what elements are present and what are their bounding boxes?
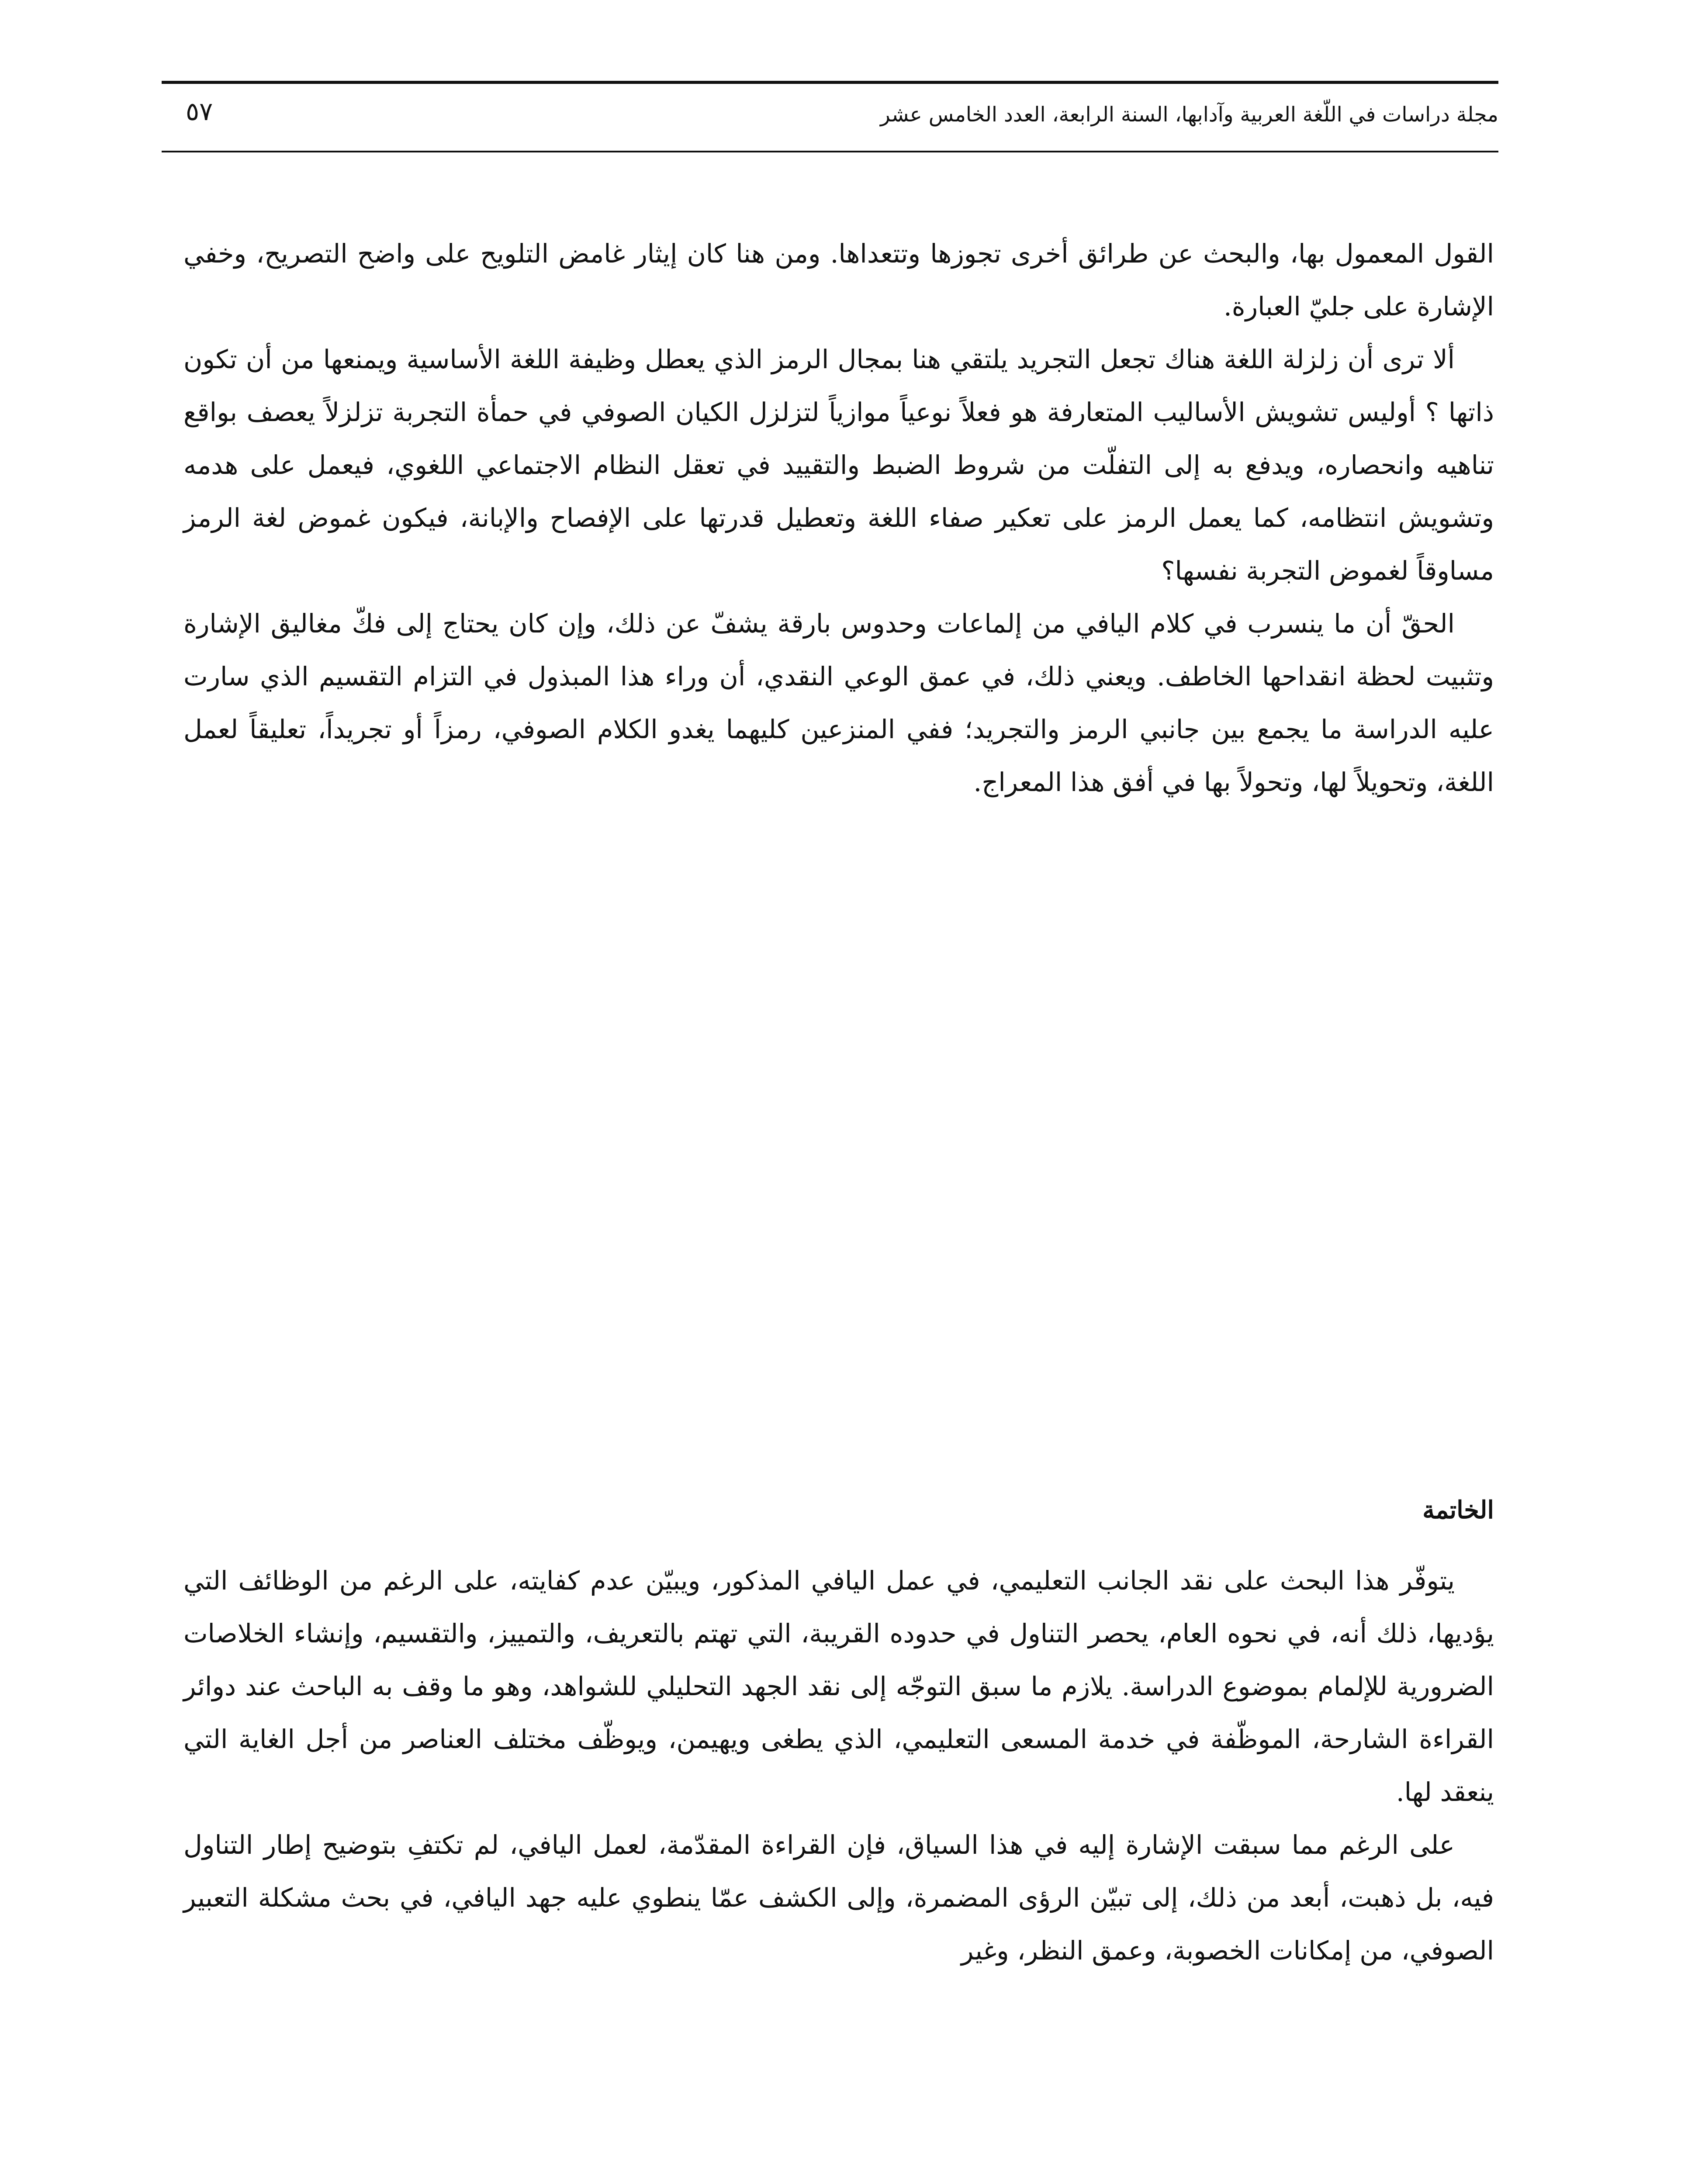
page-number: ٥٧ [186, 97, 213, 126]
conclusion-paragraph-2: على الرغم مما سبقت الإشارة إليه في هذا السياق، فإن القراءة المقدّمة، لعمل اليافي، لم تكتفِ بتوضيح إطار التناول فيه، بل ذهبت، أبعد من ذلك، إلى تبيّن الرؤى المضمرة، وإلى الكشف عمّا ينطوي عليه جهد اليافي، في بحث مشكلة التعبير الصوفي، من إمكانات الخصوبة، وعمق النظر، وغير [183, 1830, 1494, 1966]
section-heading-conclusion: الخاتمة [1422, 1496, 1494, 1524]
paragraph-1: القول المعمول بها، والبحث عن طرائق أخرى تجوزها وتتعداها. ومن هنا كان إيثار غامض التلويح على واضح التصريح، وخفي الإشارة على جليّ العبارة. [183, 238, 1494, 321]
paragraph-3: الحقّ أن ما ينسرب في كلام اليافي من إلماعات وحدوس بارقة يشفّ عن ذلك، وإن كان يحتاج إلى فكّ مغاليق الإشارة وتثبيت لحظة انقداحها الخاطف. ويعني ذلك، في عمق الوعي النقدي، أن وراء هذا المبذول في التزام التقسيم الذي سارت عليه الدراسة ما يجمع بين جانبي الرمز والتجريد؛ ففي المنزعين كليهما يغدو الكلام الصوفي، رمزاً أو تجريداً، تعليقاً لعمل اللغة، وتحويلاً لها، وتحولاً بها في أفق هذا المعراج. [183, 608, 1494, 797]
header-bottom-rule [162, 151, 1498, 152]
body-text [183, 227, 1494, 809]
conclusion-paragraph-1: يتوفّر هذا البحث على نقد الجانب التعليمي، في عمل اليافي المذكور، ويبيّن عدم كفايته، على الرغم من الوظائف التي يؤديها، ذلك أنه، في نحوه العام، يحصر التناول في حدوده القريبة، التي تهتم بالتعريف، والتمييز، والتقسيم، وإنشاء الخلاصات الضرورية للإلمام بموضوع الدراسة. يلازم ما سبق التوجّه إلى نقد الجهد التحليلي للشواهد، وهو ما وقف به الباحث عند دوائر القراءة الشارحة، الموظّفة في خدمة المسعى التعليمي، الذي يطغى ويهيمن، ويوظّف مختلف العناصر من أجل الغاية التي ينعقد لها. [183, 1565, 1494, 1807]
running-header [162, 76, 1498, 157]
journal-title: مجلة دراسات في اللّغة العربية وآدابها، السنة الرابعة، العدد الخامس عشر [880, 103, 1498, 127]
paragraph-2: ألا ترى أن زلزلة اللغة هناك تجعل التجريد يلتقي هنا بمجال الرمز الذي يعطل وظيفة اللغة الأساسية ويمنعها من أن تكون ذاتها ؟ أوليس تشويش الأساليب المتعارفة هو فعلاً نوعياً موازياً لتزلزل الكيان الصوفي في حمأة التجربة تزلزلاً يعصف بواقع تناهيه وانحصاره، ويدفع به إلى التفلّت من شروط الضبط والتقييد في تعقل النظام الاجتماعي اللغوي، فيعمل على هدمه وتشويش انتظامه، كما يعمل الرمز على تعكير صفاء اللغة وتعطيل قدرتها على الإفصاح والإبانة، فيكون غموض لغة الرمز مساوقاً لغموض التجربة نفسها؟ [183, 344, 1494, 586]
conclusion-text [183, 1554, 1494, 1977]
header-top-rule [162, 81, 1498, 84]
